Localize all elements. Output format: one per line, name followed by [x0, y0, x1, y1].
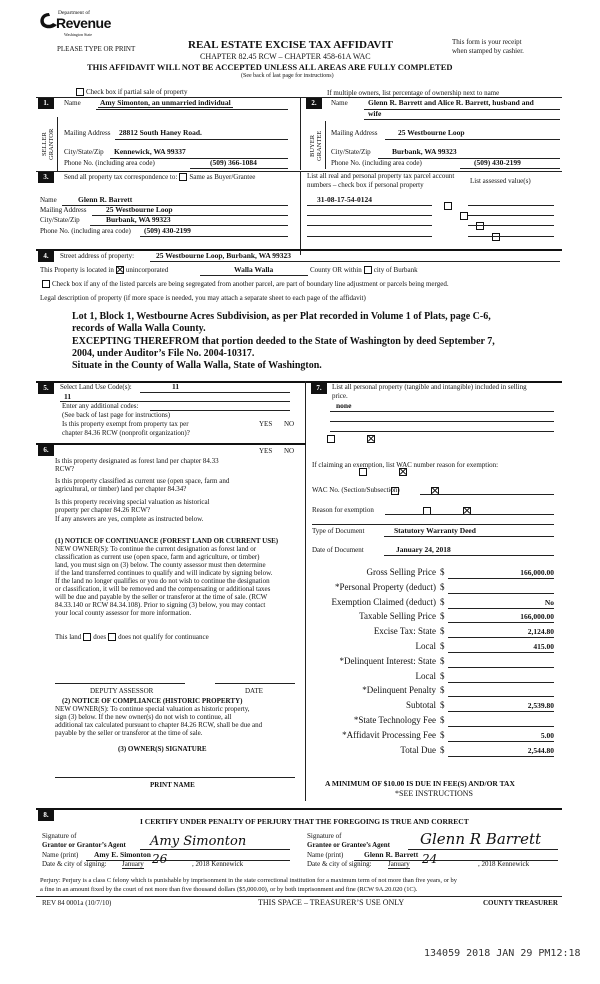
section-6-number: 6. — [38, 445, 54, 456]
tax-row — [306, 714, 562, 729]
county-treasurer: COUNTY TREASURER — [483, 899, 558, 907]
grantor-day[interactable]: 26 — [152, 852, 168, 866]
continuance-line-7: will be due and payable by the seller or transferor at the time of sale. (RCW — [55, 593, 268, 601]
parcel-number[interactable]: 31-08-17-54-0124 — [317, 195, 372, 204]
tax-row-value[interactable]: 2,539.80 — [527, 701, 554, 711]
buyer-phone[interactable]: (509) 430-2199 — [474, 158, 521, 167]
grantee-day[interactable]: 24 — [422, 852, 438, 866]
legal-line-2: records of Walla Walla County. — [72, 323, 206, 334]
grantor-name-label: Name (print) — [42, 851, 79, 859]
answers-yes-note: If any answers are yes, complete as instructed below. — [55, 515, 204, 523]
grantor-name[interactable]: Amy E. Simonton — [94, 850, 151, 859]
grantee-place[interactable]: , 2018 Kennewick — [478, 860, 530, 868]
section-3-number: 3. — [38, 172, 54, 183]
tax-row-dollar: $ — [440, 581, 445, 592]
city-within-row: County OR within city of Burbank — [310, 266, 418, 274]
grantor-date-label: Date & city of signing: — [42, 860, 107, 868]
seller-address-label: Mailing Address — [64, 129, 111, 137]
tax-table — [306, 566, 562, 761]
doc-date[interactable]: January 24, 2018 — [396, 545, 451, 554]
legal-line-1: Lot 1, Block 1, Westbourne Acres Subdivision, as per Plat recorded in Volume 1 of Plats, page C-6, — [72, 311, 491, 322]
see-back-codes: (See back of last page for instructions) — [62, 411, 171, 419]
historic-question-1: Is this property receiving special valuation as historical — [55, 498, 210, 506]
buyer-city-label: City/State/Zip — [331, 148, 371, 156]
grantee-signature[interactable]: Glenn R Barrett — [420, 830, 542, 848]
tax-row — [306, 744, 562, 759]
buyer-city[interactable]: Burbank, WA 99323 — [392, 147, 457, 156]
seller-name-label: Name — [64, 99, 81, 107]
exempt-yes-label: YES — [259, 420, 273, 428]
tax-row-label: Exemption Claimed (deduct) — [331, 596, 436, 607]
multiple-owners-note: If multiple owners, list percentage of ownership next to name — [327, 89, 500, 97]
tax-row — [306, 566, 562, 581]
tax-row-dollar: $ — [440, 700, 445, 711]
seller-phone[interactable]: (509) 366-1084 — [210, 158, 257, 167]
please-type: PLEASE TYPE OR PRINT — [57, 45, 136, 53]
grantee-name-label: Name (print) — [307, 851, 344, 859]
seller-name[interactable]: Amy Simonton, an unmarried individual — [100, 98, 231, 107]
this-land-row: This land does does not qualify for continuance — [55, 633, 209, 641]
buyer-side-label: BUYER GRANTEE — [309, 130, 323, 162]
parcel-1-personal-checkbox[interactable] — [444, 202, 452, 210]
grantor-month[interactable]: January — [122, 860, 144, 868]
county-name[interactable]: Walla Walla — [234, 265, 274, 274]
grantee-sig-label-1: Signature of — [307, 832, 342, 840]
continuance-line-9: your local county assessor for more information. — [55, 609, 192, 617]
doc-date-label: Date of Document — [312, 546, 364, 554]
continuance-line-6: or classification, it will be removed and the compensating or additional taxes — [55, 585, 271, 593]
certify-statement: I CERTIFY UNDER PENALTY OF PERJURY THAT THE FOREGOING IS TRUE AND CORRECT — [140, 817, 469, 826]
forest-question-1: Is this property designated as forest land per chapter 84.33 — [55, 457, 219, 465]
seller-city[interactable]: Kennewick, WA 99337 — [114, 147, 186, 156]
partial-sale-checkbox[interactable] — [76, 88, 84, 96]
s6-no-label: NO — [284, 447, 295, 455]
street-address-label: Street address of property: — [60, 252, 135, 260]
tax-row — [306, 670, 562, 685]
additional-codes-label: Enter any additional codes: — [62, 402, 139, 410]
tax-row-label: *Affidavit Processing Fee — [342, 729, 436, 740]
tax-row-dollar: $ — [440, 655, 445, 666]
continuance-title: (1) NOTICE OF CONTINUANCE (FOREST LAND OR CURRENT USE) — [55, 537, 279, 545]
receipt-note-1: This form is your receipt — [452, 38, 522, 46]
continuance-line-2: classification as current use (open space, farm and agriculture, or timber) — [55, 553, 260, 561]
seller-address[interactable]: 28812 South Haney Road. — [119, 128, 202, 137]
see-instructions: *SEE INSTRUCTIONS — [395, 789, 474, 798]
tax-row-value[interactable]: 5.00 — [540, 730, 554, 740]
seller-city-label: City/State/Zip — [64, 148, 104, 156]
city-checkbox[interactable] — [364, 266, 372, 274]
does-qualify-checkbox[interactable] — [83, 633, 91, 641]
legal-line-5: Situate in the County of Walla Walla, State of Washington. — [72, 360, 322, 371]
historic-line-2: sign (3) below. If the new owner(s) do not wish to continue, all — [55, 713, 232, 721]
perjury-line-1: Perjury: Perjury is a class C felony which is punishable by imprisonment in the state correctional institution for a maximum term of not more than five years, or by — [40, 877, 457, 884]
owner-signature-label: (3) OWNER(S) SIGNATURE — [118, 745, 207, 753]
tax-row — [306, 640, 562, 655]
section-4-number: 4. — [38, 251, 54, 262]
tax-row-value[interactable]: 2,124.80 — [527, 627, 554, 637]
seller-side-label: SELLER GRANTOR — [41, 128, 55, 160]
segregated-checkbox[interactable] — [42, 280, 50, 288]
buyer-address-label: Mailing Address — [331, 129, 378, 137]
tax-row — [306, 699, 562, 714]
exempt-question-1: Is this property exempt from property tax per — [62, 420, 189, 428]
parcel-4-personal-checkbox[interactable] — [492, 233, 500, 241]
tax-row-label: Total Due — [400, 744, 436, 755]
assessed-values-label: List assessed value(s) — [470, 177, 531, 185]
correspondence-address[interactable]: 25 Westbourne Loop — [106, 205, 173, 214]
exempt-yes-checkbox[interactable] — [327, 435, 335, 443]
s6-yes-label: YES — [259, 447, 273, 455]
located-in-row: This Property is located in unincorporated — [40, 266, 169, 274]
form-subtitle: CHAPTER 82.45 RCW – CHAPTER 458-61A WAC — [200, 52, 371, 61]
grantee-sig-label-2: Grantee or Grantee’s Agent — [307, 841, 391, 849]
correspondence-address-label: Mailing Address — [40, 206, 87, 214]
grantee-date-label: Date & city of signing: — [307, 860, 372, 868]
print-name-label: PRINT NAME — [150, 781, 195, 789]
tax-row-dollar: $ — [440, 685, 445, 696]
historic-line-1: NEW OWNER(S): To continue special valuation as historic property, — [55, 705, 250, 713]
section-1-number: 1. — [38, 98, 54, 109]
continuance-line-8: 84.33.140 or RCW 84.34.108). Prior to signing (3) below, you may contact — [55, 601, 266, 609]
perjury-line-2: a fine in an amount fixed by the court of not more than five thousand dollars ($5,000.00), or by both imprisonment and fine (RCW 9A.20.020 (1C). — [40, 886, 418, 893]
exempt-question-2: chapter 84.36 RCW (nonprofit organization)? — [62, 429, 190, 437]
grantor-place[interactable]: , 2018 Kennewick — [192, 860, 244, 868]
forest-no-checkbox[interactable] — [399, 468, 407, 476]
grantor-sig-label-1: Signature of — [42, 832, 77, 840]
continuance-line-5: If the land no longer qualifies or you do not wish to continue the designation — [55, 577, 270, 585]
tax-row-value[interactable]: No — [544, 597, 554, 607]
receipt-note-2: when stamped by cashier. — [452, 47, 524, 55]
tax-row-dollar: $ — [440, 729, 445, 740]
wac-label: WAC No. (Section/Subsection) — [312, 486, 400, 494]
correspondence-phone[interactable]: (509) 430-2199 — [144, 226, 191, 235]
buyer-address[interactable]: 25 Westbourne Loop — [398, 128, 465, 137]
see-back-note: (See back of last page for instructions) — [241, 73, 334, 79]
current-use-question-2: agricultural, or timber) land per chapter 84.34? — [55, 485, 187, 493]
tax-row-label: Local — [415, 670, 436, 681]
seller-phone-label: Phone No. (including area code) — [64, 159, 155, 167]
tax-row-label: Local — [415, 641, 436, 651]
tax-row-dollar: $ — [440, 626, 445, 637]
section-7-number: 7. — [311, 383, 327, 394]
street-address[interactable]: 25 Westbourne Loop, Burbank, WA 99323 — [156, 251, 291, 260]
historic-line-4: payable by the seller or transferor at the time of sale. — [55, 729, 203, 737]
legal-line-4: 2004, under Auditor’s File No. 2004-10317. — [72, 348, 255, 359]
same-as-buyer-checkbox[interactable] — [179, 173, 187, 181]
land-use-code[interactable]: 11 — [172, 382, 180, 391]
grantor-signature[interactable]: Amy Simonton — [150, 834, 247, 849]
legal-description-label: Legal description of property (if more space is needed, you may attach a separate sheet to each page of the affidavit) — [40, 294, 366, 302]
tax-row — [306, 655, 562, 670]
historic-question-2: property per chapter 84.26 RCW? — [55, 506, 151, 514]
tax-row — [306, 729, 562, 744]
segregated-row: Check box if any of the listed parcels are being segregated from another parcel, are part of boundary line adjustment or parcels being merged. — [40, 280, 449, 288]
exempt-no-checkbox[interactable] — [367, 435, 375, 443]
deputy-date-label: DATE — [245, 687, 263, 695]
section-2-number: 2. — [306, 98, 322, 109]
continuance-line-3: land, you must sign on (3) below. The county assessor must then determine — [55, 561, 266, 569]
legal-line-3: EXCEPTING THEREFROM that portion deeded to the State of Washington by deed September 7, — [72, 336, 495, 347]
historic-line-3: additional tax calculated pursuant to chapter 84.26 RCW, shall be due and — [55, 721, 263, 729]
tax-row-label: Excise Tax: State — [373, 626, 436, 637]
exempt-no-label: NO — [284, 420, 295, 428]
buyer-name-label: Name — [331, 99, 348, 107]
forest-yes-checkbox[interactable] — [359, 468, 367, 476]
treasurer-use-only: THIS SPACE – TREASURER’S USE ONLY — [258, 898, 405, 907]
tax-row-dollar: $ — [440, 567, 445, 577]
unincorporated-checkbox[interactable] — [116, 266, 124, 274]
correspondence-city-label: City/State/Zip — [40, 216, 80, 224]
correspondence-city[interactable]: Burbank, WA 99323 — [106, 215, 171, 224]
tax-row-label: *State Technology Fee — [353, 715, 436, 725]
logo-word: Revenue — [56, 15, 111, 31]
tax-row-label: Gross Selling Price — [366, 567, 436, 577]
tax-row — [306, 581, 562, 596]
tax-correspondence-label: Send all property tax correspondence to: Same as Buyer/Grantee — [64, 173, 256, 181]
correspondence-phone-label: Phone No. (including area code) — [40, 227, 131, 235]
buyer-name-2[interactable]: wife — [368, 109, 382, 118]
land-use-label: Select Land Use Code(s): — [60, 383, 132, 391]
exemption-claim-label: If claiming an exemption, list WAC number reason for exemption: — [312, 461, 499, 469]
logo-line3: Washington State — [64, 32, 93, 37]
tax-row-dollar: $ — [440, 611, 445, 622]
tax-row-value[interactable]: 166,000.00 — [520, 568, 554, 577]
tax-row-value[interactable]: 415.00 — [533, 642, 554, 651]
tax-row — [306, 610, 562, 625]
land-use-code-2[interactable]: 11 — [64, 392, 72, 401]
reason-exemption-label: Reason for exemption — [312, 506, 374, 514]
personal-property-value[interactable]: none — [336, 401, 352, 410]
form-title: REAL ESTATE EXCISE TAX AFFIDAVIT — [188, 39, 393, 51]
section-5-number: 5. — [38, 383, 54, 394]
does-not-qualify-checkbox[interactable] — [108, 633, 116, 641]
tax-row-label: Subtotal — [405, 700, 436, 711]
grantee-name[interactable]: Glenn R. Barrett — [364, 850, 419, 859]
section-8-number: 8. — [38, 810, 54, 821]
correspondence-name[interactable]: Glenn R. Barrett — [78, 195, 133, 204]
grantor-sig-label-2: Grantor or Grantor’s Agent — [42, 841, 126, 849]
continuance-line-4: if the land transferred continues to qualify and will indicate by signing below. — [55, 569, 273, 577]
deputy-assessor-label: DEPUTY ASSESSOR — [90, 687, 154, 695]
tax-row-label: *Delinquent Interest: State — [339, 655, 436, 666]
tax-row-dollar: $ — [440, 641, 445, 651]
correspondence-name-label: Name — [40, 196, 57, 204]
personal-property-label-2: price. — [332, 392, 348, 400]
current-use-question-1: Is this property classified as current use (open space, farm and — [55, 477, 230, 485]
parcel-list-label-1: List all real and personal property tax parcel account — [307, 172, 455, 180]
cashier-stamp: 134059 2018 JAN 29 PM12:18 — [424, 948, 581, 959]
personal-property-label-1: List all personal property (tangible and intangible) included in selling — [332, 383, 527, 391]
forest-question-2: RCW? — [55, 465, 75, 473]
form-warning: THIS AFFIDAVIT WILL NOT BE ACCEPTED UNLESS ALL AREAS ARE FULLY COMPLETED — [87, 62, 453, 72]
tax-row-label: *Delinquent Penalty — [362, 685, 436, 696]
tax-row-dollar: $ — [440, 715, 445, 725]
historic-title: (2) NOTICE OF COMPLIANCE (HISTORIC PROPERTY) — [62, 697, 243, 705]
tax-row — [306, 596, 562, 611]
parcel-2-personal-checkbox[interactable] — [460, 212, 468, 220]
tax-row — [306, 625, 562, 640]
partial-sale-row: Check box if partial sale of property — [74, 88, 187, 96]
parcel-3-personal-checkbox[interactable] — [476, 222, 484, 230]
tax-row-dollar: $ — [440, 744, 445, 755]
grantee-month[interactable]: January — [388, 860, 410, 868]
tax-row — [306, 684, 562, 699]
tax-row-dollar: $ — [440, 596, 445, 607]
tax-row-value[interactable]: 2,544.80 — [527, 745, 554, 755]
doc-type[interactable]: Statutory Warranty Deed — [394, 526, 476, 535]
tax-row-label: *Personal Property (deduct) — [335, 581, 436, 592]
tax-row-label: Taxable Selling Price — [359, 611, 436, 622]
doc-type-label: Type of Document — [312, 527, 365, 535]
minimum-fee-note: A MINIMUM OF $10.00 IS DUE IN FEE(S) AND/OR TAX — [325, 779, 515, 788]
continuance-line-1: NEW OWNER(S): To continue the current designation as forest land or — [55, 545, 257, 553]
buyer-phone-label: Phone No. (including area code) — [331, 159, 422, 167]
logo-line1: Department of — [58, 10, 90, 16]
buyer-name-1[interactable]: Glenn R. Barrett and Alice R. Barrett, husband and — [368, 98, 534, 107]
revision-code: REV 84 0001a (10/7/10) — [42, 899, 112, 907]
tax-row-value[interactable]: 166,000.00 — [520, 612, 554, 622]
tax-row-dollar: $ — [440, 670, 445, 681]
revenue-logo — [38, 8, 111, 38]
parcel-list-label-2: numbers – check box if personal property — [307, 181, 424, 189]
